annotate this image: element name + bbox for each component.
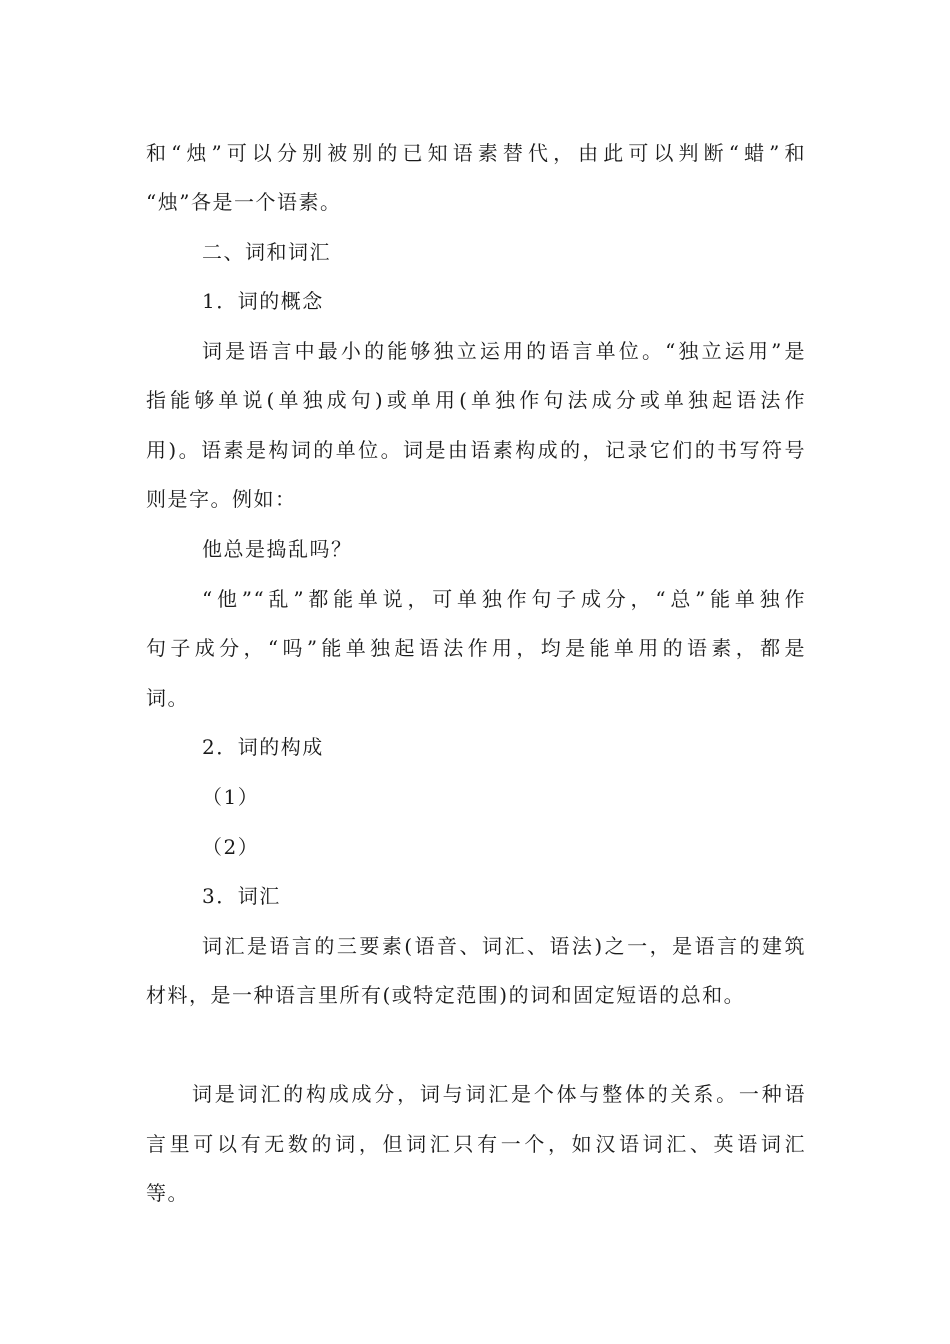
- paragraph-line: “烛”各是一个语素。: [146, 190, 342, 214]
- paragraph-line: 指能够单说(单独成句)或单用(单独作句法成分或单独起语法作: [146, 388, 806, 412]
- paragraph-line: 词。: [146, 686, 189, 710]
- list-item: （2）: [202, 835, 260, 859]
- paragraph-line: 用)。语素是构词的单位。词是由语素构成的，记录它们的书写符号: [146, 438, 806, 462]
- paragraph-line: 材料，是一种语言里所有(或特定范围)的词和固定短语的总和。: [146, 983, 746, 1007]
- subsection-heading: 1．词的概念: [202, 289, 324, 313]
- section-heading: 二、词和词汇: [202, 240, 331, 264]
- paragraph-line: 句子成分，“吗”能单独起语法作用，均是能单用的语素，都是: [146, 636, 806, 660]
- paragraph-line: “他”“乱”都能单说，可单独作句子成分，“总”能单独作: [202, 587, 806, 611]
- paragraph-line: 则是字。例如：: [146, 487, 297, 511]
- paragraph-line: 词汇是语言的三要素(语音、词汇、语法)之一，是语言的建筑: [202, 934, 806, 958]
- paragraph-line: 和“烛”可以分别被别的已知语素替代，由此可以判断“蜡”和: [146, 141, 806, 165]
- subsection-heading: 2．词的构成: [202, 735, 324, 759]
- paragraph-line: 言里可以有无数的词，但词汇只有一个，如汉语词汇、英语词汇: [146, 1132, 806, 1156]
- paragraph-line: 词是词汇的构成成分，词与词汇是个体与整体的关系。一种语: [192, 1082, 806, 1106]
- paragraph-line: 等。: [146, 1181, 189, 1205]
- paragraph-line: 词是语言中最小的能够独立运用的语言单位。“独立运用”是: [202, 339, 806, 363]
- example-sentence: 他总是捣乱吗？: [202, 537, 353, 561]
- list-item: （1）: [202, 785, 260, 809]
- subsection-heading: 3．词汇: [202, 884, 281, 908]
